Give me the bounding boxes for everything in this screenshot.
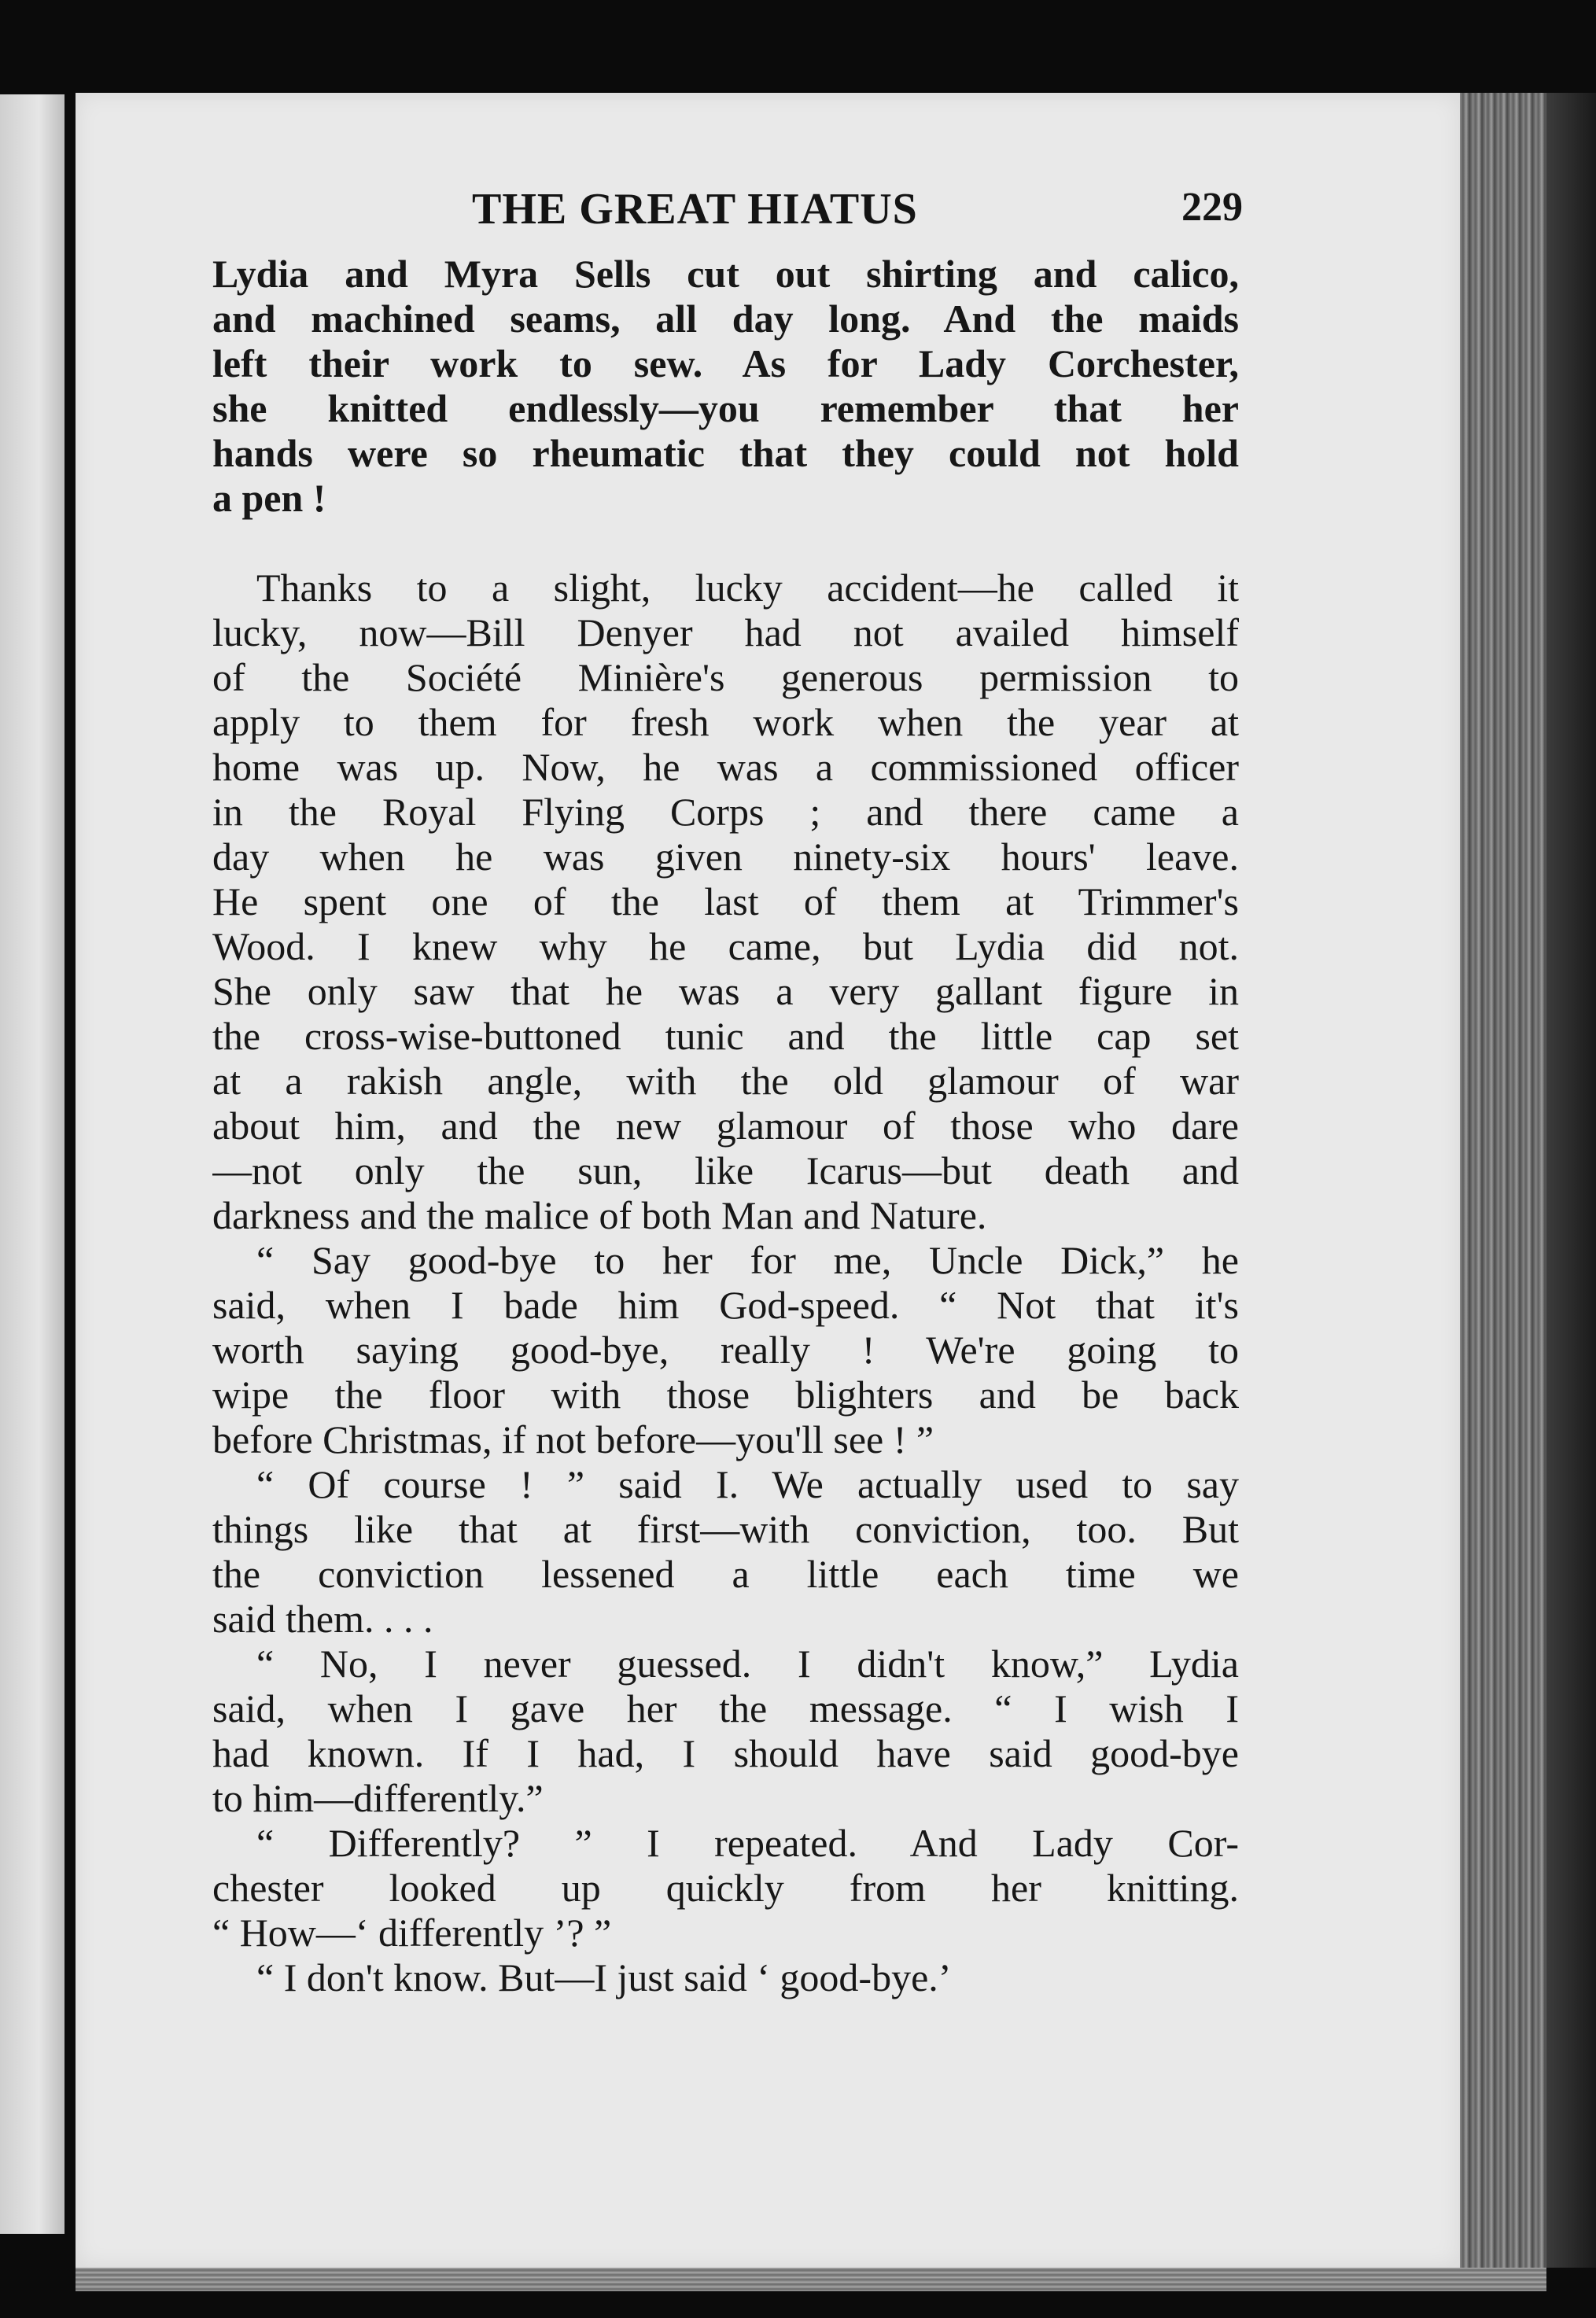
running-head — [212, 184, 1243, 239]
paragraph — [212, 1955, 1239, 2000]
binding-shadow — [1546, 93, 1596, 2268]
text-line: hands were so rheumatic that they could not hold — [212, 431, 1239, 475]
paragraph — [212, 1238, 1239, 1462]
text-line: things like that at first—with conviction, too. But — [212, 1507, 1239, 1551]
text-line: a pen ! — [212, 476, 326, 520]
paragraph — [212, 1821, 1239, 1955]
text-line: she knitted endlessly—you remember that her — [212, 386, 1239, 430]
page-bottom-edge — [76, 2268, 1546, 2291]
text-line: about him, and the new glamour of those who dare — [212, 1104, 1239, 1148]
text-line: the conviction lessened a little each time we — [212, 1552, 1239, 1596]
text-line: the cross-wise-buttoned tunic and the little cap set — [212, 1014, 1239, 1058]
text-line: left their work to sew. As for Lady Corchester, — [212, 341, 1239, 385]
text-line: Wood. I knew why he came, but Lydia did not. — [212, 924, 1239, 968]
text-line: said, when I gave her the message. “ I wish I — [212, 1686, 1239, 1730]
text-line: lucky, now—Bill Denyer had not availed himself — [212, 610, 1239, 654]
paragraph — [212, 566, 1239, 1238]
previous-page-edge — [0, 94, 65, 2234]
text-line: chester looked up quickly from her knitting. — [212, 1866, 1239, 1910]
page-number: 229 — [1181, 185, 1243, 230]
text-line: Lydia and Myra Sells cut out shirting and calico, — [212, 252, 1239, 296]
text-line: “ Differently? ” I repeated. And Lady Cor- — [256, 1821, 1239, 1865]
text-line: —not only the sun, like Icarus—but death and — [212, 1148, 1239, 1192]
text-line: of the Société Minière's generous permission to — [212, 655, 1239, 699]
text-line: “ No, I never guessed. I didn't know,” Lydia — [256, 1642, 1239, 1686]
body-text — [212, 252, 1239, 2000]
text-line: He spent one of the last of them at Trimmer's — [212, 879, 1239, 923]
text-line: at a rakish angle, with the old glamour of war — [212, 1059, 1239, 1103]
text-line: “ I don't know. But—I just said ‘ good-bye.’ — [256, 1955, 952, 1999]
text-line: and machined seams, all day long. And the maids — [212, 297, 1239, 341]
text-line: to him—differently.” — [212, 1776, 544, 1820]
paragraph-gap — [212, 521, 1239, 566]
text-line: day when he was given ninety-six hours' leave. — [212, 835, 1239, 879]
text-line: “ Say good-bye to her for me, Uncle Dick,” he — [256, 1238, 1239, 1282]
text-line: worth saying good-bye, really ! We're going to — [212, 1328, 1239, 1372]
text-line: She only saw that he was a very gallant figure in — [212, 969, 1239, 1013]
text-line: said them. . . . — [212, 1597, 433, 1641]
paragraph — [212, 252, 1239, 521]
text-line: in the Royal Flying Corps ; and there came a — [212, 790, 1239, 834]
text-line: “ How—‘ differently ’? ” — [212, 1911, 612, 1955]
text-line: wipe the floor with those blighters and be back — [212, 1373, 1239, 1417]
text-line: before Christmas, if not before—you'll see ! ” — [212, 1417, 934, 1461]
text-line: apply to them for fresh work when the year at — [212, 700, 1239, 744]
text-line: home was up. Now, he was a commissioned officer — [212, 745, 1239, 789]
running-title: THE GREAT HIATUS — [472, 185, 918, 234]
text-line: said, when I bade him God-speed. “ Not that it's — [212, 1283, 1239, 1327]
text-line: Thanks to a slight, lucky accident—he called it — [256, 566, 1239, 610]
text-line: had known. If I had, I should have said good-bye — [212, 1731, 1239, 1775]
paragraph — [212, 1462, 1239, 1642]
page-fore-edge — [1460, 93, 1546, 2268]
text-line: “ Of course ! ” said I. We actually used to say — [256, 1462, 1239, 1506]
text-line: darkness and the malice of both Man and Nature. — [212, 1193, 987, 1237]
paragraph — [212, 1642, 1239, 1821]
